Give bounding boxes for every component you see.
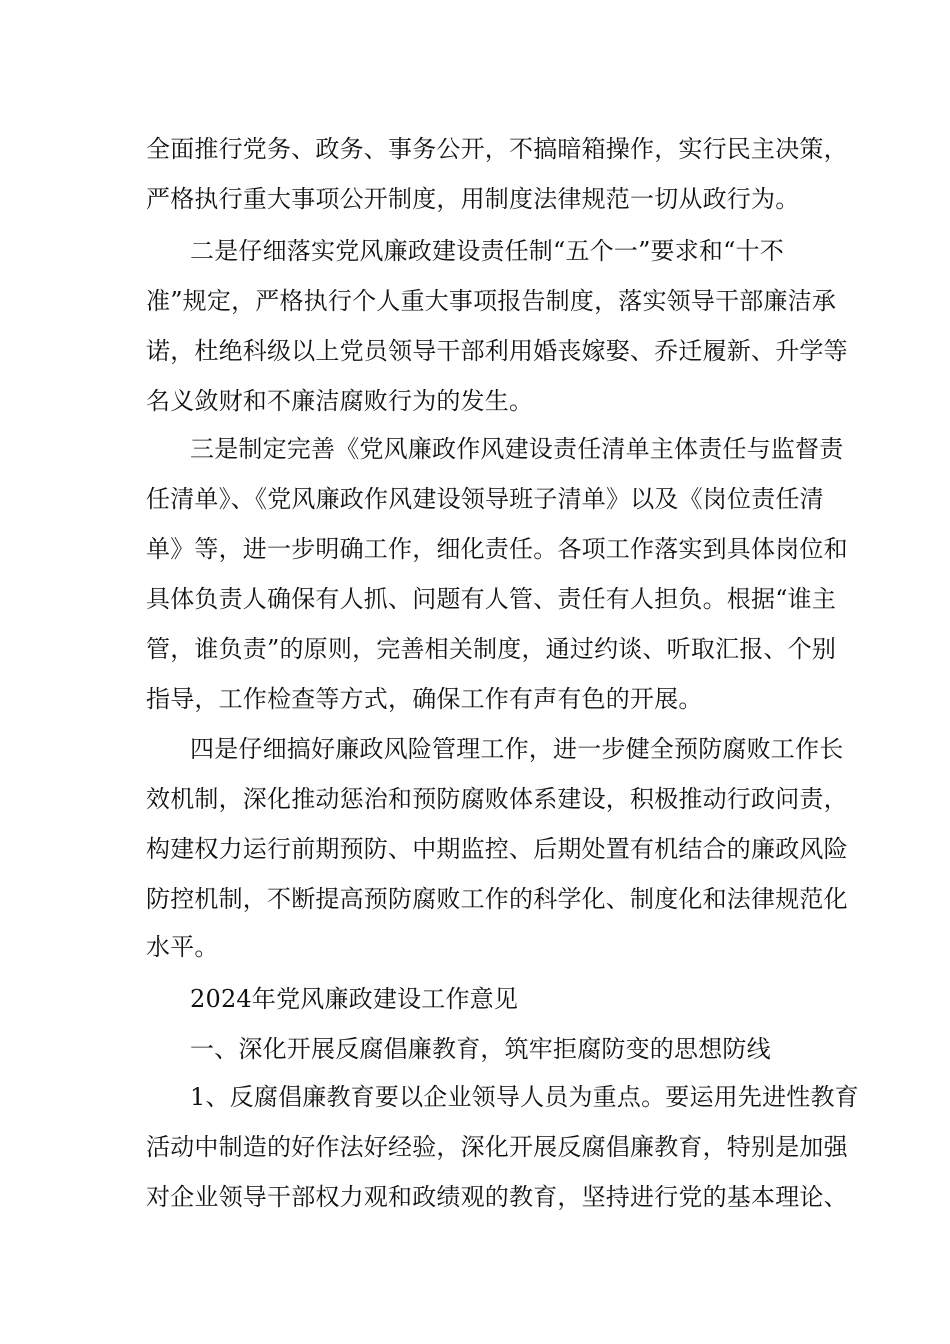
paragraph-line: 对企业领导干部权力观和政绩观的教育，坚持进行党的基本理论、: [146, 1183, 848, 1211]
paragraph-line: 全面推行党务、政务、事务公开，不搞暗箱操作，实行民主决策，: [146, 135, 848, 163]
paragraph-line: 四是仔细搞好廉政风险管理工作，进一步健全预防腐败工作长: [190, 735, 844, 763]
section-heading: 一、深化开展反腐倡廉教育，筑牢拒腐防变的思想防线: [190, 1035, 771, 1063]
paragraph-line: 水平。: [146, 933, 219, 961]
paragraph-line: 二是仔细落实党风廉政建设责任制“五个一”要求和“十不: [190, 237, 785, 265]
paragraph-line: 构建权力运行前期预防、中期监控、后期处置有机结合的廉政风险: [146, 835, 848, 863]
paragraph-line: 防控机制，不断提高预防腐败工作的科学化、制度化和法律规范化: [146, 885, 848, 913]
paragraph-line: 三是制定完善《党风廉政作风建设责任清单主体责任与监督责: [190, 435, 844, 463]
paragraph-line: 准”规定，严格执行个人重大事项报告制度，落实领导干部廉洁承: [146, 287, 837, 315]
paragraph-line: 1、反腐倡廉教育要以企业领导人员为重点。要运用先进性教育: [190, 1083, 859, 1111]
paragraph-line: 管，谁负责”的原则，完善相关制度，通过约谈、听取汇报、个别: [146, 635, 837, 663]
paragraph-line: 名义敛财和不廉洁腐败行为的发生。: [146, 387, 534, 415]
paragraph-line: 严格执行重大事项公开制度，用制度法律规范一切从政行为。: [146, 185, 800, 213]
paragraph-line: 诺，杜绝科级以上党员领导干部利用婚丧嫁娶、乔迁履新、升学等: [146, 337, 848, 365]
paragraph-line: 活动中制造的好作法好经验，深化开展反腐倡廉教育，特别是加强: [146, 1133, 848, 1161]
paragraph-line: 效机制，深化推动惩治和预防腐败体系建设，积极推动行政问责，: [146, 785, 848, 813]
paragraph-line: 任清单》、《党风廉政作风建设领导班子清单》以及《岗位责任清: [146, 485, 824, 513]
paragraph-line: 单》等，进一步明确工作，细化责任。各项工作落实到具体岗位和: [146, 535, 848, 563]
paragraph-line: 具体负责人确保有人抓、问题有人管、责任有人担负。根据“谁主: [146, 585, 837, 613]
section-title: 2024年党风廉政建设工作意见: [190, 985, 519, 1013]
paragraph-line: 指导，工作检查等方式，确保工作有声有色的开展。: [146, 685, 703, 713]
